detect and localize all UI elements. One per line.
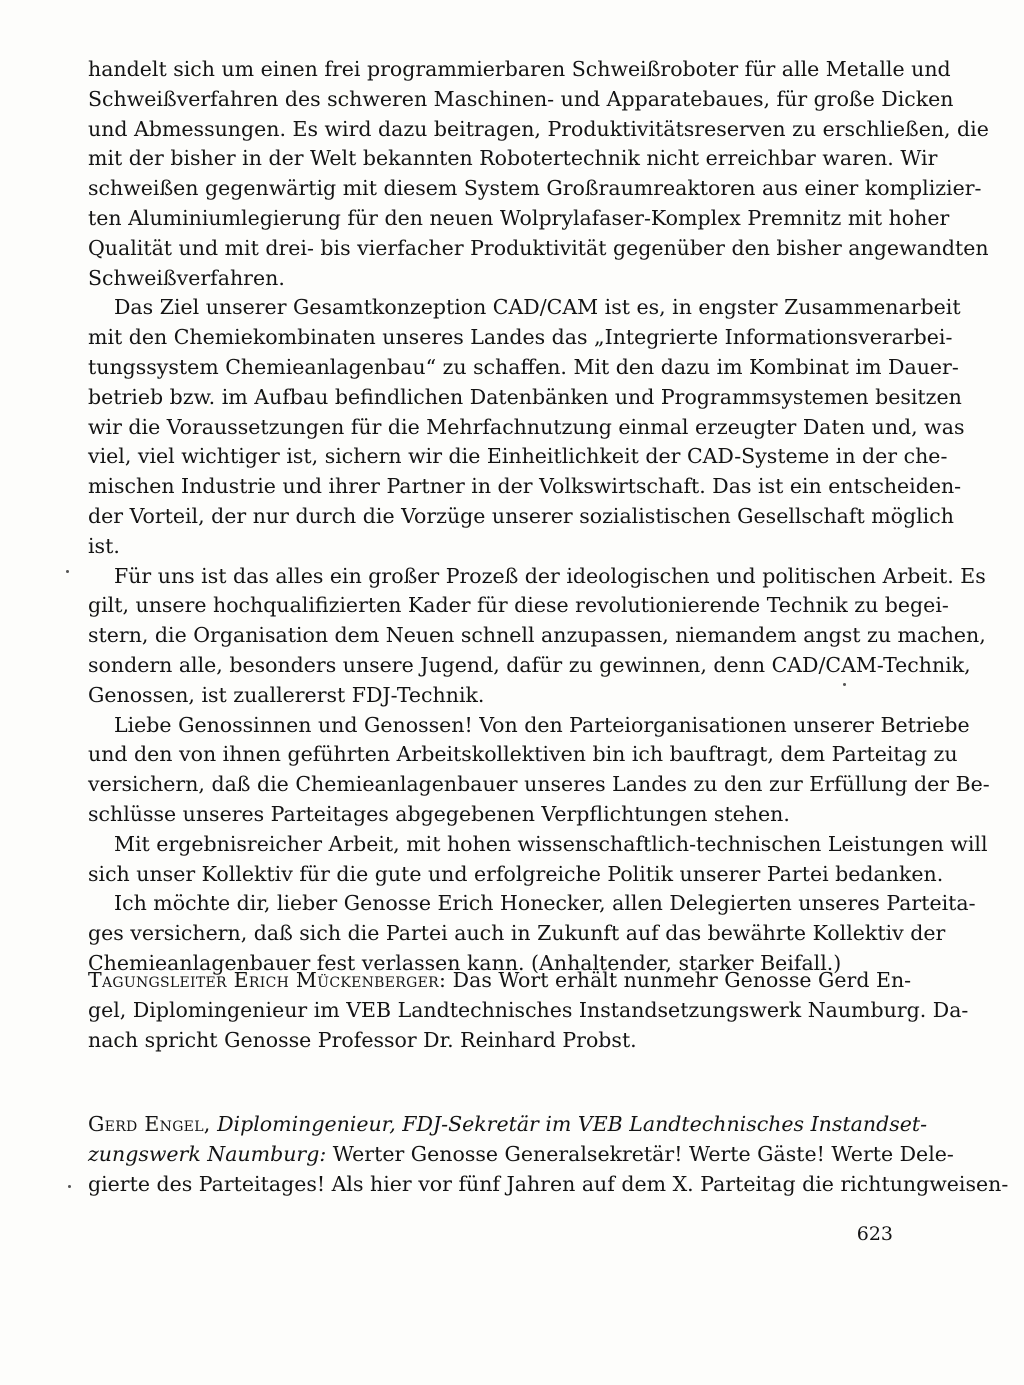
text-line: ist. <box>88 533 120 558</box>
paragraph <box>88 55 989 293</box>
next-speaker-name: Gerd Engel, <box>88 1112 211 1136</box>
speech-text: Werter Genosse Generalsekretär! Werte Gäste! Werte Dele- <box>326 1141 954 1166</box>
text-line: tungssystem Chemieanlagenbau“ zu schaffen. Mit den dazu im Kombinat im Dauer- <box>88 354 959 379</box>
text-line: ges versichern, daß sich die Partei auch in Zukunft auf das bewährte Kollektiv der <box>88 921 946 946</box>
text-line: gel, Diplomingenieur im VEB Landtechnisches Instandsetzungswerk Naumburg. Da- <box>88 997 969 1022</box>
text-line: versichern, daß die Chemieanlagenbauer unseres Landes zu den zur Erfüllung der Be- <box>88 772 990 797</box>
speech-body <box>88 55 990 979</box>
text-line: viel, viel wichtiger ist, sichern wir die Einheitlichkeit der CAD-Systeme in der che- <box>88 444 948 469</box>
chair-speaker-name: Tagungsleiter Erich Mückenberger: <box>88 968 447 992</box>
next-speech <box>88 1110 1009 1199</box>
speaker-role: Diplomingenieur, FDJ-Sekretär im VEB Landtechnisches Instandset- <box>210 1112 928 1136</box>
text-line: nach spricht Genosse Professor Dr. Reinhard Probst. <box>88 1027 637 1052</box>
text-line: wir die Voraussetzungen für die Mehrfachnutzung einmal erzeugter Daten und, was <box>88 414 965 439</box>
chair-text: Das Wort erhält nunmehr Genosse Gerd En- <box>446 968 912 992</box>
text-line: schlüsse unseres Parteitages abgegebenen Verpflichtungen stehen. <box>88 801 790 826</box>
text-line: Das Ziel unserer Gesamtkonzeption CAD/CAM ist es, in engster Zusammenarbeit <box>114 295 961 320</box>
text-line: sondern alle, besonders unsere Jugend, dafür zu gewinnen, denn CAD/CAM-Technik, <box>88 652 971 677</box>
speaker-role-continued: zungswerk Naumburg: <box>88 1141 327 1166</box>
text-line: Qualität und mit drei- bis vierfacher Produktivität gegenüber den bisher angewandten <box>88 235 989 260</box>
text-line: sich unser Kollektiv für die gute und erfolgreiche Politik unserer Partei bedanken. <box>88 861 944 886</box>
paragraph <box>88 562 986 711</box>
text-line: handelt sich um einen frei programmierbaren Schweißroboter für alle Metalle und <box>88 57 951 81</box>
paragraph <box>88 293 965 561</box>
text-line: stern, die Organisation dem Neuen schnell anzupassen, niemandem angst zu machen, <box>88 623 986 648</box>
page-number: 623 <box>856 1223 893 1245</box>
text-line: ten Aluminiumlegierung für den neuen Wolprylafaser-Komplex Premnitz mit hoher <box>88 205 950 230</box>
text-line: mischen Industrie und ihrer Partner in der Volkswirtschaft. Das ist ein entscheiden- <box>88 474 962 499</box>
text-line: und den von ihnen geführten Arbeitskollektiven bin ich bauftragt, dem Parteitag zu <box>88 742 958 767</box>
text-line: Für uns ist das alles ein großer Prozeß der ideologischen und politischen Arbeit. Es <box>114 563 986 588</box>
text-line: Schweißverfahren des schweren Maschinen- und Apparatebaues, für große Dicken <box>88 86 954 111</box>
text-line: schweißen gegenwärtig mit diesem System Großraumreaktoren aus einer komplizier- <box>88 176 982 201</box>
text-line: Liebe Genossinnen und Genossen! Von den Parteiorganisationen unserer Betriebe <box>114 712 970 737</box>
text-line: gierte des Parteitages! Als hier vor fünf Jahren auf dem X. Parteitag die richtungweisen- <box>88 1171 1009 1196</box>
text-line <box>88 1110 928 1140</box>
text-line: Ich möchte dir, lieber Genosse Erich Honecker, allen Delegierten unseres Parteita- <box>114 891 976 916</box>
text-line: mit der bisher in der Welt bekannten Robotertechnik nicht erreichbar waren. Wir <box>88 146 938 171</box>
scan-dot <box>68 1185 71 1188</box>
text-line <box>88 1140 954 1170</box>
text-line: betrieb bzw. im Aufbau befindlichen Datenbänken und Programmsystemen besitzen <box>88 384 962 409</box>
text-line: Genossen, ist zuallererst FDJ-Technik. <box>88 682 485 707</box>
paragraph <box>88 711 990 830</box>
paragraph <box>88 830 988 890</box>
text-line: Schweißverfahren. <box>88 265 285 290</box>
text-line: gilt, unsere hochqualifizierten Kader für diese revolutionierende Technik zu begei- <box>88 593 949 618</box>
text-line: Mit ergebnisreicher Arbeit, mit hohen wissenschaftlich-technischen Leistungen will <box>114 831 988 856</box>
text-line: und Abmessungen. Es wird dazu beitragen, Produktivitätsreserven zu erschließen, die <box>88 116 989 141</box>
text-line: Chemieanlagenbauer fest verlassen kann. (Anhaltender, starker Beifall.) <box>88 950 842 975</box>
scan-dot <box>66 570 69 573</box>
text-line <box>88 966 912 996</box>
text-line: der Vorteil, der nur durch die Vorzüge unserer sozialistischen Gesellschaft möglich <box>88 503 954 528</box>
chair-announcement <box>88 966 969 1055</box>
text-line: mit den Chemiekombinaten unseres Landes das „Integrierte Informationsverarbei- <box>88 325 953 350</box>
scan-dot <box>843 683 846 686</box>
